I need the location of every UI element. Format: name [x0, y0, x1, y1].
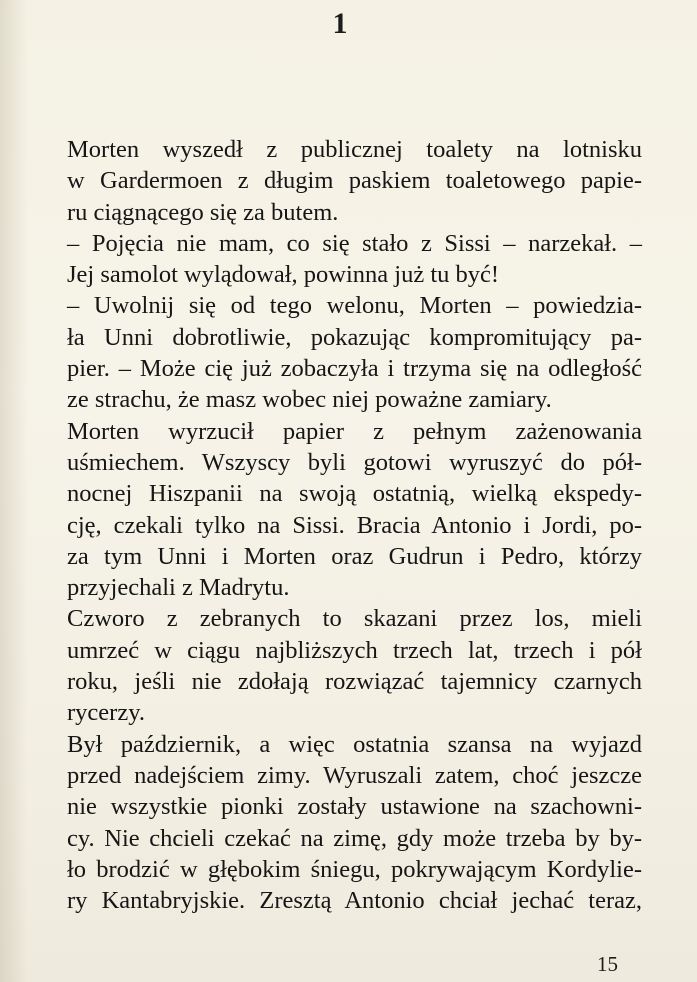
text-line: ze strachu, że masz wobec niej poważne zamiary. — [67, 386, 552, 414]
text-line: Morten wyszedł z publicznej toalety na lotnisku — [67, 136, 642, 163]
text-line: roku, jeśli nie zdołają rozwiązać tajemnicy czarnych — [67, 668, 642, 696]
text-line: pier. – Może cię już zobaczyła i trzyma się na odległość — [67, 355, 642, 383]
text-line: Był październik, a więc ostatnia szansa na wyjazd — [67, 730, 642, 758]
text-line: ła Unni dobrotliwie, pokazując kompromitujący pa- — [67, 323, 642, 351]
paragraph — [45, 228, 642, 291]
text-line: przed nadejściem zimy. Wyruszali zatem, choć jeszcze — [67, 761, 642, 789]
text-line: Morten wyrzucił papier z pełnym zażenowania — [67, 417, 642, 445]
text-line: cy. Nie chcieli czekać na zimę, gdy może trzeba by by- — [67, 824, 642, 852]
text-line: nie wszystkie pionki zostały ustawione na szachowni- — [67, 793, 642, 821]
text-line: cję, czekali tylko na Sissi. Bracia Antonio i Jordi, po- — [67, 511, 642, 539]
text-line: rycerzy. — [67, 699, 145, 727]
paragraph — [45, 729, 642, 917]
page-number: 15 — [597, 952, 618, 976]
text-line: nocnej Hiszpanii na swoją ostatnią, wielką ekspedy- — [67, 480, 642, 508]
text-line: – Uwolnij się od tego welonu, Morten – powiedzia- — [67, 292, 642, 320]
text-line: ru ciągnącego się za butem. — [67, 198, 339, 226]
text-line: ry Kantabryjskie. Zresztą Antonio chciał jechać teraz, — [67, 887, 642, 915]
text-line: – Pojęcia nie mam, co się stało z Sissi – narzekał. – — [67, 229, 642, 257]
paragraph — [45, 134, 642, 228]
text-line: Czworo z zebranych to skazani przez los, mieli — [67, 605, 642, 633]
text-line: uśmiechem. Wszyscy byli gotowi wyruszyć do pół- — [67, 448, 642, 476]
body-text — [45, 134, 642, 916]
text-line: umrzeć w ciągu najbliższych trzech lat, trzech i pół — [67, 636, 642, 664]
page-gutter-shadow — [0, 0, 28, 982]
paragraph — [45, 416, 642, 604]
paragraph — [45, 290, 642, 415]
text-line: ło brodzić w głębokim śniegu, pokrywającym Kordylie- — [67, 855, 642, 883]
text-line: Jej samolot wylądował, powinna już tu być! — [67, 261, 500, 289]
chapter-number: 1 — [332, 7, 348, 40]
text-line: za tym Unni i Morten oraz Gudrun i Pedro, którzy — [67, 542, 642, 570]
text-line: przyjechali z Madrytu. — [67, 574, 290, 602]
text-line: w Gardermoen z długim paskiem toaletowego papie- — [67, 167, 642, 195]
paragraph — [45, 603, 642, 728]
